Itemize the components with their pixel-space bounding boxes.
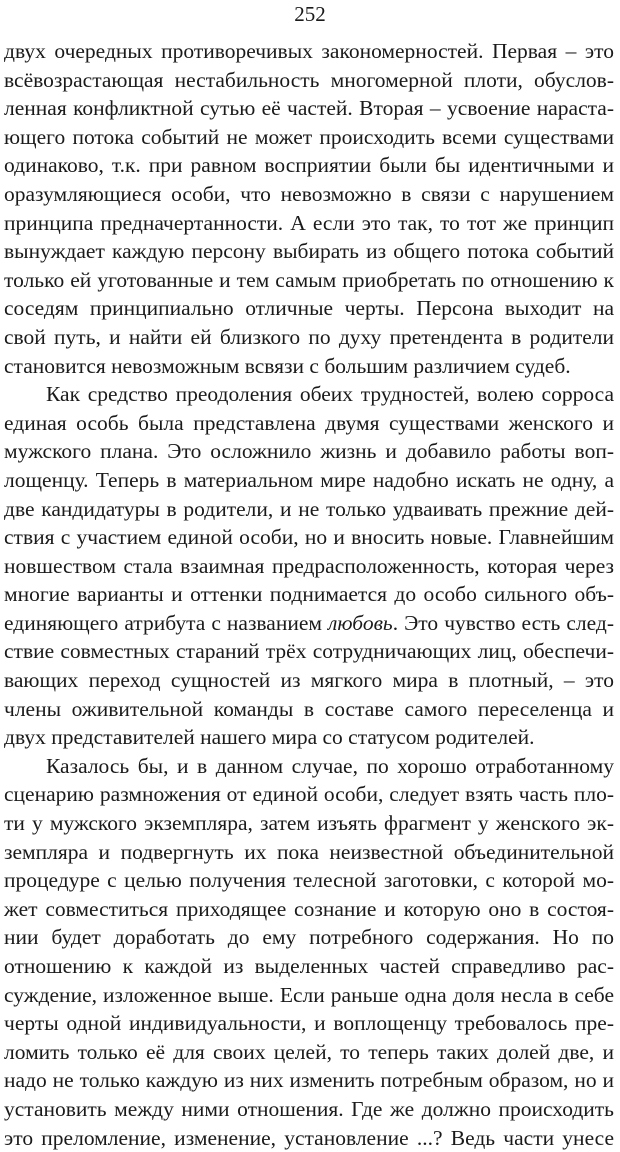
body-text [4,37,614,1152]
paragraph-2 [4,380,614,752]
paragraph-2-text-before: Как средство преодоления обеих трудностей, волею сорроса единая особь была представлена двумя существами женского и мужского плана. Это осложнило жизнь и добавило работы воплощенцу. Теперь в материальном мире надобно искать не одну, а две кандидатуры в родители, и не только удваивать прежние действия с участием единой особи, но и вносить новые. Главнейшим новшеством стала взаимная предрасположенность, которая через многие варианты и оттенки поднимается до особо сильного объединяющего атрибута с названием [4,382,614,635]
paragraph-2-text-after: . Это чувство есть следствие совместных стараний трёх сотрудничающих лиц, обеспечивающих переход сущностей из мягкого мира в плотный, – это члены оживительной команды в составе самого переселенца и двух представителей нашего мира со статусом родителей. [4,610,614,750]
paragraph-1: двух очередных противоречивых закономерностей. Первая – это всёвозрастающая нестабильность многомерной плоти, обусловленная конфликтной сутью её частей. Вторая – усвоение нарастающего потока событий не может происходить всеми существами одинаково, т.к. при равном восприятии были бы идентичными и оразумляющиеся особи, что невозможно в связи с нарушением принципа предначертанности. А если это так, то тот же принцип вынуждает каждую персону выбирать из общего потока событий только ей уготованные и тем самым приобретать по отношению к соседям принципиально отличные черты. Персона выходит на свой путь, и найти ей близкого по духу претендента в родители становится невозможным всвязи с большим различием судеб. [4,39,614,378]
page-number: 252 [294,2,326,26]
paragraph-3: Казалось бы, и в данном случае, по хорошо отработанному сценарию размножения от единой особи, следует взять часть плоти у мужского экземпляра, затем изъять фрагмент у женского экземпляра и подвергнуть их пока неизвестной объединительной процедуре с целью получения телесной заготовки, с которой может совместиться приходящее сознание и которую оно в состоянии будет доработать до ему потребного содержания. Но по отношению к каждой из выделенных частей справедливо рассуждение, изложенное выше. Если раньше одна доля несла в себе черты одной индивидуальности, и воплощенцу требовалось преломить только её для своих целей, то теперь таких долей две, и надо не только каждую из них изменить потребным образом, но и установить между ними отношения. Где же должно происходить это преломление, изменение, установление ...? Ведь части унесе [4,753,614,1150]
emphasis-word: любовь [328,610,393,635]
